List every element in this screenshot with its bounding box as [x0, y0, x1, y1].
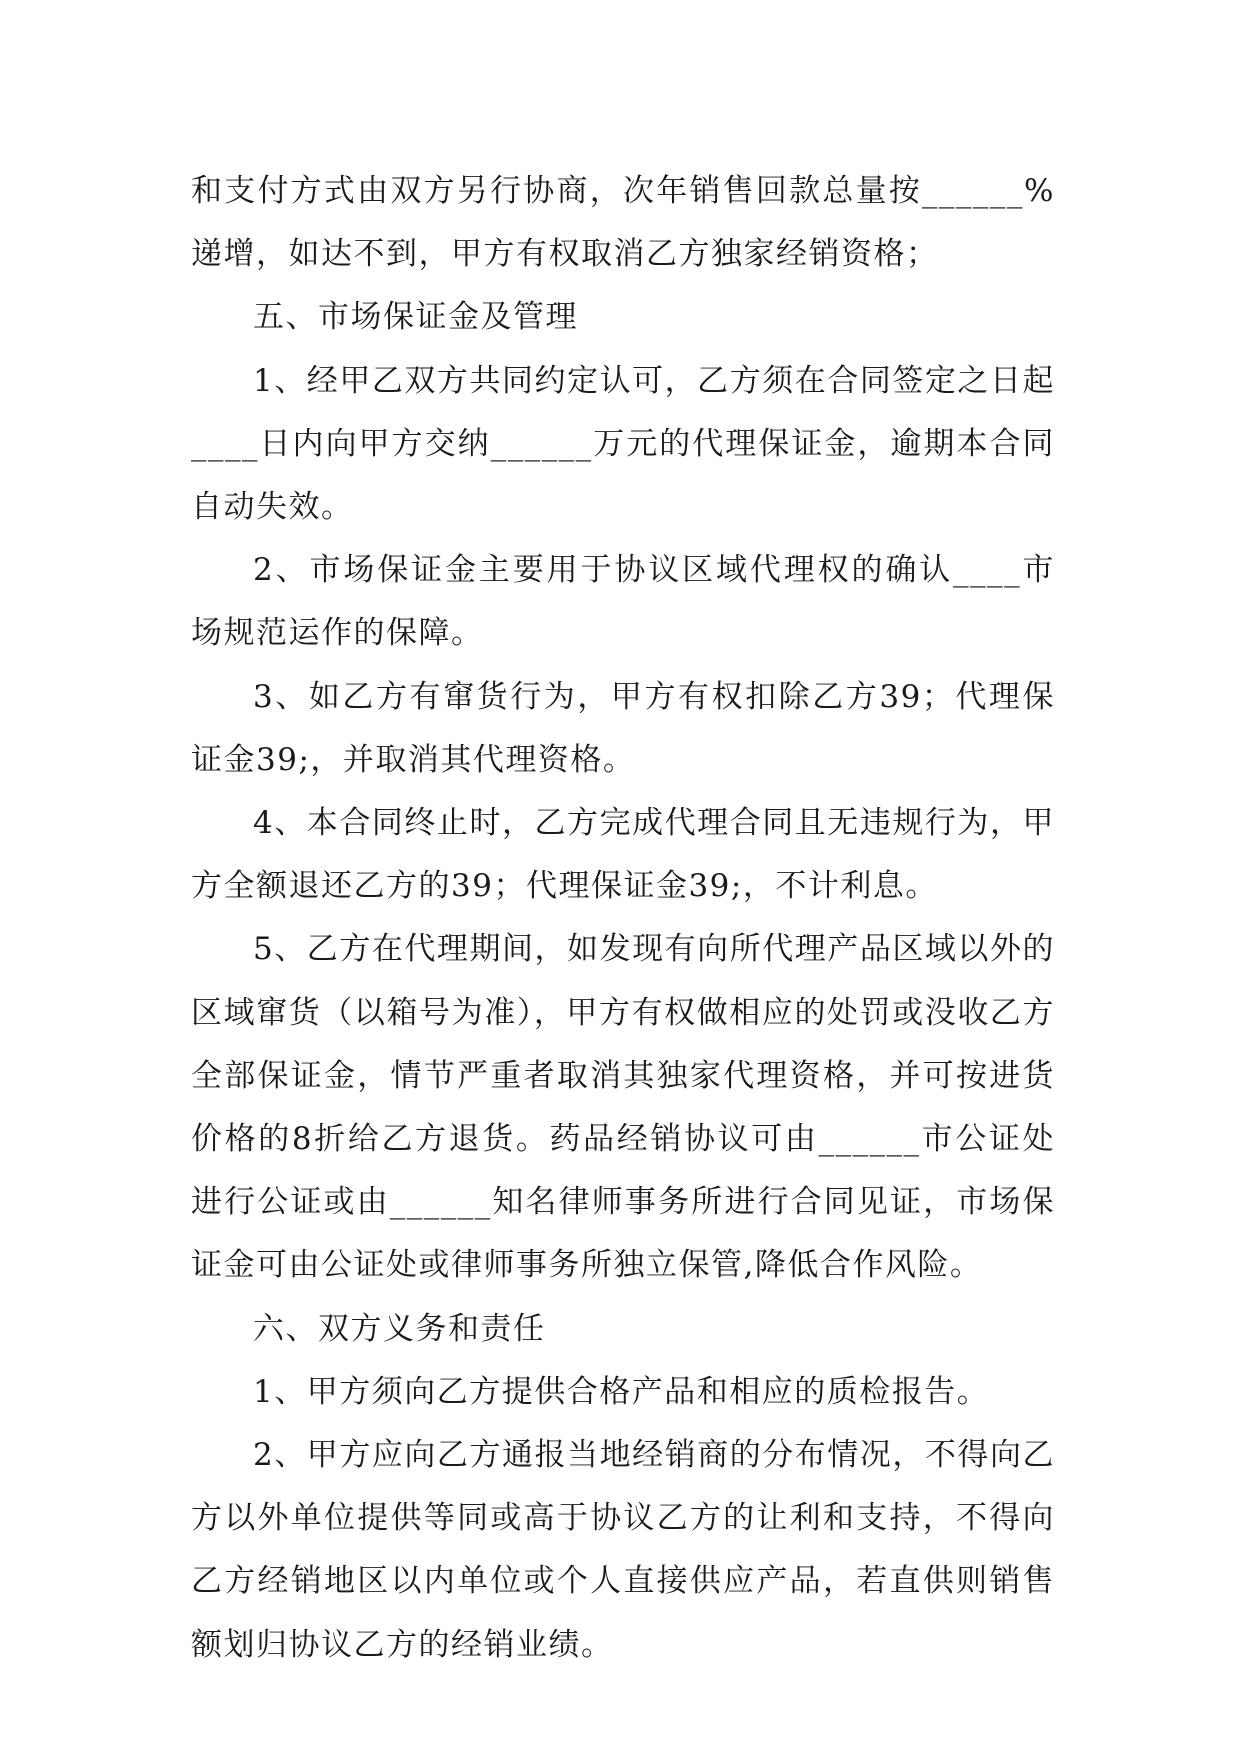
clause-5-1: 1、经甲乙双方共同约定认可，乙方须在合同签定之日起____日内向甲方交纳______万元的代理保证金，逾期本合同自动失效。 [191, 362, 1055, 526]
clause-5-2: 2、市场保证金主要用于协议区域代理权的确认____市场规范运作的保障。 [191, 552, 1055, 652]
section-heading-obligations: 六、双方义务和责任 [253, 1310, 546, 1347]
clause-5-3: 3、如乙方有窜货行为，甲方有权扣除乙方39；代理保证金39;，并取消其代理资格。 [191, 678, 1055, 778]
clause-6-1: 1、甲方须向乙方提供合格产品和相应的质检报告。 [253, 1373, 990, 1410]
clause-5-4: 4、本合同终止时，乙方完成代理合同且无违规行为，甲方全额退还乙方的39；代理保证金39;，不计利息。 [191, 805, 1055, 905]
section-heading-market-deposit: 五、市场保证金及管理 [253, 299, 578, 336]
clause-6-2: 2、甲方应向乙方通报当地经销商的分布情况，不得向乙方以外单位提供等同或高于协议乙方的让利和支持，不得向乙方经销地区以内单位或个人直接供应产品，若直供则销售额划归协议乙方的经销业绩。 [191, 1437, 1055, 1663]
clause-5-5: 5、乙方在代理期间，如发现有向所代理产品区域以外的区域窜货（以箱号为准），甲方有权做相应的处罚或没收乙方全部保证金，情节严重者取消其独家代理资格，并可按进货价格的8折给乙方退货。药品经销协议可由______市公证处进行公证或由______知名律师事务所进行合同见证，市场保证金可由公证处或律师事务所独立保管,降低合作风险。 [191, 931, 1055, 1284]
document-body [191, 160, 1055, 1677]
paragraph-payment-continuation: 和支付方式由双方另行协商，次年销售回款总量按______%递增，如达不到，甲方有权取消乙方独家经销资格； [191, 173, 1055, 273]
